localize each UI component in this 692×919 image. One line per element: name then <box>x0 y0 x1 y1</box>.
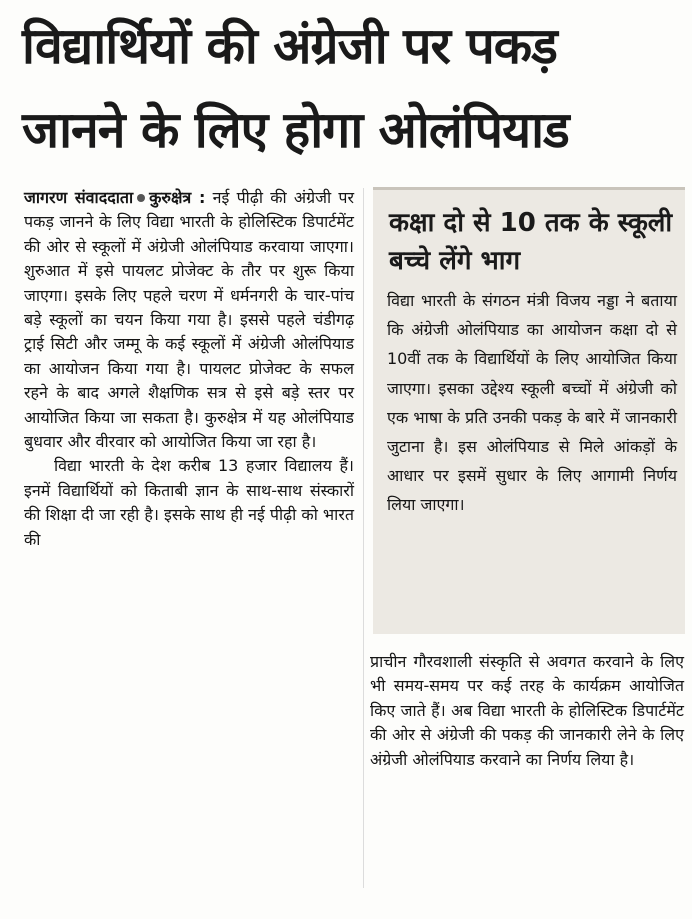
sidebar-box <box>373 187 685 634</box>
column-divider <box>363 188 364 888</box>
article-paragraph-2-continued: प्राचीन गौरवशाली संस्कृति से अवगत करवाने के लिए भी समय-समय पर कई तरह के कार्यक्रम आयोजित किए जाते हैं। अब विद्या भारती के होलिस्टिक डिपार्टमेंट की ओर से अंग्रेजी की पकड़ की जानकारी लेने के लिए अंग्रेजी ओलंपियाड करवाने का निर्णय लिया है। <box>370 652 684 769</box>
article-right-column <box>370 650 684 772</box>
article-left-column <box>24 186 354 552</box>
article-paragraph-1 <box>24 186 354 454</box>
byline: जागरण संवाददाता <box>24 188 134 207</box>
sidebar-title: कक्षा दो से 10 तक के स्कूली बच्चे लेंगे भाग <box>389 208 673 276</box>
bullet-dot-icon <box>137 194 145 202</box>
headline-line-1: विद्यार्थियों की अंग्रेजी पर पकड़ <box>22 17 557 75</box>
sidebar-text: विद्या भारती के संगठन मंत्री विजय नड्डा ने बताया कि अंग्रेजी ओलंपियाड का आयोजन कक्षा दो से 10वीं तक के विद्यार्थियों के लिए आयोजित किया जाएगा। इसका उद्देश्य स्कूली बच्चों में अंग्रेजी को एक भाषा के प्रति उनकी पकड़ के बारे में जानकारी जुटाना है। इस ओलंपियाड से मिले आंकड़ों के आधार पर इसमें सुधार के लिए आगामी निर्णय लिया जाएगा। <box>387 291 677 515</box>
article-paragraph-2: विद्या भारती के देश करीब 13 हजार विद्यालय हैं। इनमें विद्यार्थियों को किताबी ज्ञान के साथ-साथ संस्कारों की शिक्षा दी जा रही है। इसके साथ ही नई पीढ़ी को भारत की <box>24 456 354 549</box>
article-paragraph-1-text: नई पीढ़ी की अंग्रेजी पर पकड़ जानने के लिए विद्या भारती के होलिस्टिक डिपार्टमेंट की ओर से स्कूलों में अंग्रेजी ओलंपियाड करवाया जाएगा। शुरुआत में इसे पायलट प्रोजेक्ट के तौर पर शुरू किया जाएगा। इसके लिए पहले चरण में धर्मनगरी के चार-पांच बड़े स्कूलों का चयन किया गया है। इससे पहले चंडीगढ़ ट्राई सिटी और जम्मू के कई स्कूलों में अंग्रेजी ओलंपियाड का आयोजन किया गया है। पायलट प्रोजेक्ट के सफल रहने के बाद अगले शैक्षणिक सत्र से इसे बड़े स्तर पर आयोजित किया जा सकता है। कुरुक्षेत्र में यह ओलंपियाड बुधवार और वीरवार को आयोजित किया जा रहा है। <box>24 188 354 452</box>
headline-line-2: जानने के लिए होगा ओलंपियाड <box>22 101 569 159</box>
dateline: कुरुक्षेत्र : <box>149 188 206 207</box>
